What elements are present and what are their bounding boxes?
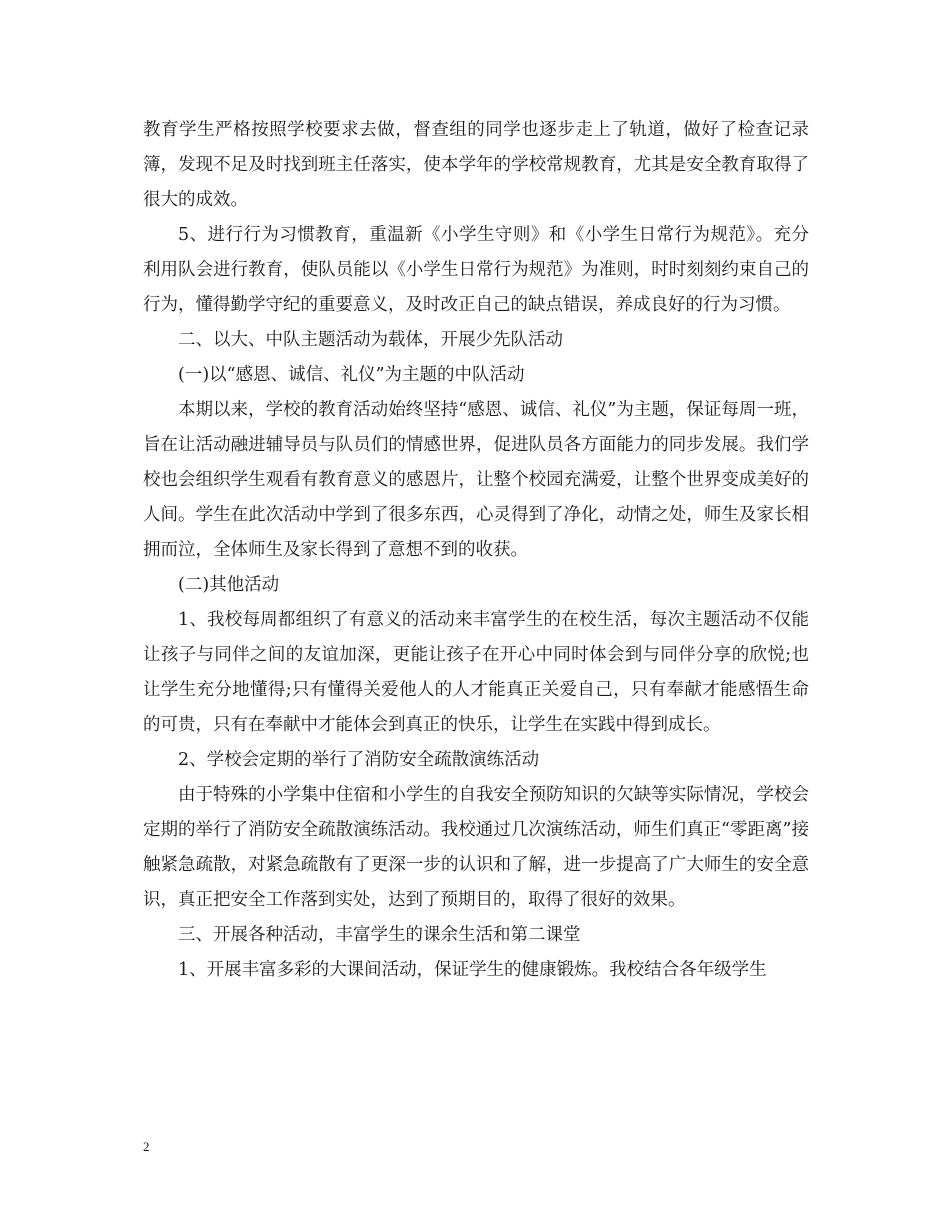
paragraph-3: 本期以来，学校的教育活动始终坚持“感恩、诚信、礼仪”为主题，保证每周一班，旨在让活动融进辅导员与队员们的情感世界，促进队员各方面能力的同步发展。我们学校也会组织学生观看有教育意义的感恩片，让整个校园充满爱，让整个世界变成美好的人间。学生在此次活动中学到了很多东西，心灵得到了净化，动情之处，师生及家长相拥而泣，全体师生及家长得到了意想不到的收获。 — [143, 400, 809, 560]
paragraph-4: 1、我校每周都组织了有意义的活动来丰富学生的在校生活，每次主题活动不仅能让孩子与同伴之间的友谊加深，更能让孩子在开心中同时体会到与同伴分享的欣悦;也让学生充分地懂得;只有懂得关爱他人的人才能真正关爱自己，只有奉献才能感悟生命的可贵，只有在奉献中才能体会到真正的快乐，让学生在实践中得到成长。 — [143, 610, 809, 735]
page-number: 2 — [143, 1139, 150, 1154]
paragraph-6: 1、开展丰富多彩的大课间活动，保证学生的健康锻炼。我校结合各年级学生 — [178, 960, 767, 980]
subsection-heading-2: (二)其他活动 — [178, 575, 280, 595]
paragraph-5: 由于特殊的小学集中住宿和小学生的自我安全预防知识的欠缺等实际情况，学校会定期的举行了消防安全疏散演练活动。我校通过几次演练活动，师生们真正“零距离”接触紧急疏散，对紧急疏散有了更深一步的认识和了解，进一步提高了广大师生的安全意识，真正把安全工作落到实处，达到了预期目的，取得了很好的效果。 — [143, 785, 809, 910]
paragraph-2: 5、进行行为习惯教育，重温新《小学生守则》和《小学生日常行为规范》。充分利用队会进行教育，使队员能以《小学生日常行为规范》为准则，时时刻刻约束自己的行为，懂得勤学守纪的重要意义，及时改正自己的缺点错误，养成良好的行为习惯。 — [143, 225, 809, 315]
section-heading-2: 二、以大、中队主题活动为载体，开展少先队活动 — [178, 330, 563, 350]
subsection-heading-1: (一)以“感恩、诚信、礼仪”为主题的中队活动 — [178, 365, 525, 385]
item-heading-2: 2、学校会定期的举行了消防安全疏散演练活动 — [178, 750, 540, 770]
document-body — [143, 113, 809, 988]
paragraph-1: 教育学生严格按照学校要求去做，督查组的同学也逐步走上了轨道，做好了检查记录簿，发现不足及时找到班主任落实，使本学年的学校常规教育，尤其是安全教育取得了很大的成效。 — [143, 120, 809, 210]
section-heading-3: 三、开展各种活动，丰富学生的课余生活和第二课堂 — [178, 925, 581, 945]
